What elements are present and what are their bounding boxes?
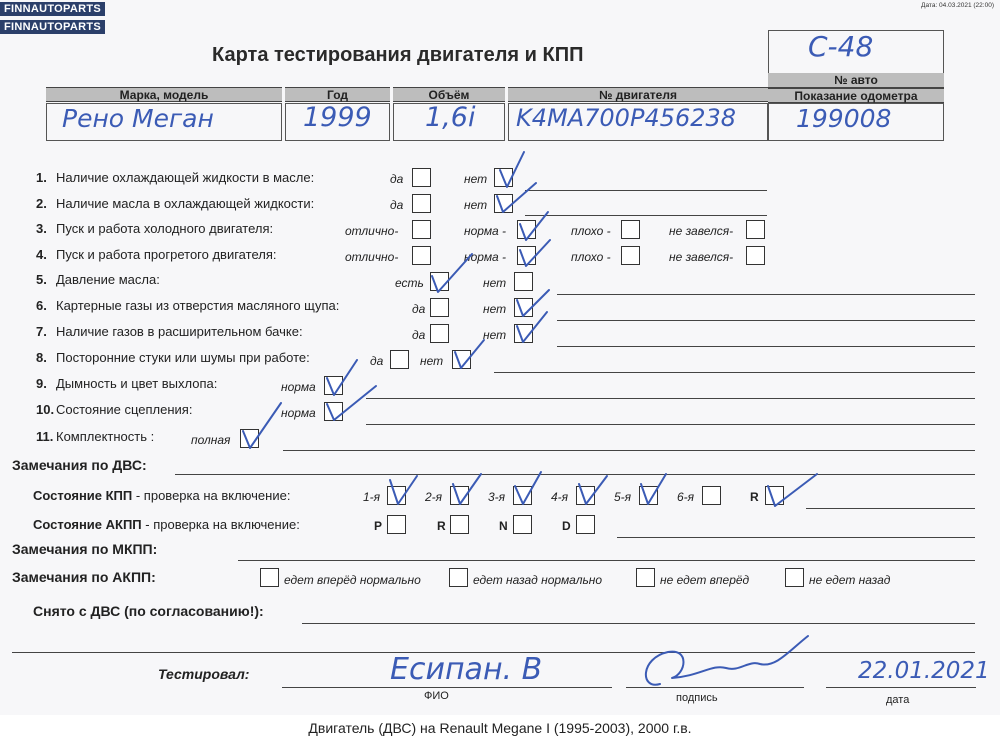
opt-norm-10: норма: [281, 406, 316, 420]
item-10-text: Состояние сцепления:: [56, 402, 193, 417]
col-volume: Объём: [393, 87, 505, 102]
kpp-state-rest: - проверка на включение:: [132, 488, 291, 503]
check-no-7: [517, 312, 547, 342]
gear-2-label: 2-я: [425, 490, 443, 504]
opt-yes-7: да: [412, 328, 426, 342]
removed-label: Снято с ДВС (по согласованию!):: [33, 603, 264, 619]
check-no-6: [517, 290, 549, 316]
check-no-1: [500, 152, 524, 187]
col-year: Год: [285, 87, 390, 102]
opt-normal-4: норма -: [464, 250, 507, 264]
item-5-text: Давление масла:: [56, 272, 160, 287]
item-4-number: 4.: [36, 247, 47, 262]
check-full-11: [243, 403, 281, 448]
tested-label: Тестировал:: [158, 666, 250, 682]
fio-label: ФИО: [424, 690, 449, 702]
opt-bad-4: плохо -: [571, 250, 611, 264]
item-6-text: Картерные газы из отверстия масляного щупа:: [56, 298, 340, 313]
item-2-text: Наличие масла в охлаждающей жидкости:: [56, 196, 315, 211]
mode-p-label: P: [374, 519, 383, 533]
col-odometer: Показание одометра: [768, 88, 944, 103]
opt-yes-6: да: [412, 302, 426, 316]
item-8-text: Посторонние стуки или шумы при работе:: [56, 350, 310, 365]
check-normal-4: [520, 240, 550, 266]
tester-name: Есипан. В: [390, 652, 543, 687]
signature: [646, 636, 808, 685]
forward-ok-label: едет вперёд нормально: [284, 573, 421, 587]
kpp-state-bold: Состояние КПП: [33, 488, 133, 503]
col-engine-no: № двигателя: [508, 87, 768, 102]
item-9-number: 9.: [36, 376, 47, 391]
item-11-text: Комплектность :: [56, 429, 155, 444]
item-1-number: 1.: [36, 170, 47, 185]
gear-5-label: 5-я: [614, 490, 632, 504]
check-gear-r: [768, 474, 817, 506]
opt-no-2: нет: [464, 198, 488, 212]
opt-no-5: нет: [483, 276, 507, 290]
engine-no-value: K4MA700P456238: [516, 104, 737, 132]
backward-ok-label: едет назад нормально: [473, 573, 603, 587]
check-gear-5: [641, 474, 666, 504]
remarks-engine-label: Замечания по ДВС:: [12, 457, 147, 473]
gear-6-label: 6-я: [677, 490, 695, 504]
opt-yes-8: да: [370, 354, 384, 368]
check-norm-10: [327, 386, 376, 420]
opt-no-1: нет: [464, 172, 488, 186]
logo-line-1: FINNAUTOPARTS: [0, 2, 105, 16]
date-label: дата: [886, 694, 910, 706]
gear-4-label: 4-я: [551, 490, 569, 504]
item-5-number: 5.: [36, 272, 47, 287]
gear-3-label: 3-я: [488, 490, 506, 504]
form-title: Карта тестирования двигателя и КПП: [212, 44, 584, 66]
mode-n-label: N: [499, 519, 508, 533]
opt-normal-3: норма -: [464, 224, 507, 238]
date-stamp: Дата: 04.03.2021 (22:00): [921, 2, 994, 9]
opt-no-7: нет: [483, 328, 507, 342]
item-1-text: Наличие охлаждающей жидкости в масле:: [56, 170, 315, 185]
opt-no-6: нет: [483, 302, 507, 316]
sign-label: подпись: [676, 692, 718, 704]
logo-line-2: FINNAUTOPARTS: [0, 20, 105, 34]
opt-not-started-4: не завелся-: [669, 250, 734, 264]
item-9-text: Дымность и цвет выхлопа:: [56, 376, 218, 391]
mode-d-label: D: [562, 519, 571, 533]
check-gear-4: [579, 476, 607, 504]
volume-value: 1,6i: [425, 102, 476, 133]
no-backward-label: не едет назад: [809, 573, 891, 587]
akpp-state-bold: Состояние АКПП: [33, 517, 142, 532]
opt-norm-9: норма: [281, 380, 316, 394]
car-number-value: С-48: [808, 30, 874, 63]
gear-1-label: 1-я: [363, 490, 381, 504]
check-present-5: [432, 254, 472, 292]
check-gear-1: [390, 476, 417, 504]
check-gear-3: [515, 472, 541, 504]
col-make-model: Марка, модель: [46, 87, 282, 102]
item-4-text: Пуск и работа прогретого двигателя:: [56, 247, 277, 262]
item-7-number: 7.: [36, 324, 47, 339]
opt-yes-1: да: [390, 172, 404, 186]
year-value: 1999: [303, 102, 372, 133]
opt-excellent-3: отлично-: [345, 224, 399, 238]
check-gear-2: [453, 474, 481, 504]
item-10-number: 10.: [36, 402, 55, 417]
check-no-2: [497, 183, 536, 212]
opt-full-11: полная: [191, 433, 231, 447]
item-6-number: 6.: [36, 298, 47, 313]
opt-not-started-3: не завелся-: [669, 224, 734, 238]
make-model-value: Рено Меган: [62, 104, 214, 133]
gear-r-label: R: [750, 490, 759, 504]
item-8-number: 8.: [36, 350, 47, 365]
odometer-value: 199008: [796, 104, 892, 133]
opt-no-8: нет: [420, 354, 444, 368]
item-7-text: Наличие газов в расширительном бачке:: [56, 324, 303, 339]
item-2-number: 2.: [36, 196, 47, 211]
check-norm-9: [327, 360, 357, 395]
car-number-label: № авто: [768, 73, 944, 88]
item-11-number: 11.: [36, 429, 54, 444]
page-caption: Двигатель (ДВС) на Renault Megane I (1995-2003), 2000 г.в.: [308, 720, 692, 736]
opt-present-5: есть: [395, 276, 424, 290]
remarks-akpp-label: Замечания по АКПП:: [12, 569, 156, 585]
opt-excellent-4: отлично-: [345, 250, 399, 264]
check-normal-3: [520, 212, 548, 240]
akpp-state-rest: - проверка на включение:: [141, 517, 300, 532]
mode-r-label: R: [437, 519, 446, 533]
item-3-number: 3.: [36, 221, 47, 236]
check-no-8: [455, 340, 484, 368]
no-forward-label: не едет вперёд: [660, 573, 750, 587]
remarks-mkpp-label: Замечания по МКПП:: [12, 541, 158, 557]
test-date: 22.01.2021: [858, 658, 990, 684]
opt-bad-3: плохо -: [571, 224, 611, 238]
item-3-text: Пуск и работа холодного двигателя:: [56, 221, 274, 236]
opt-yes-2: да: [390, 198, 404, 212]
